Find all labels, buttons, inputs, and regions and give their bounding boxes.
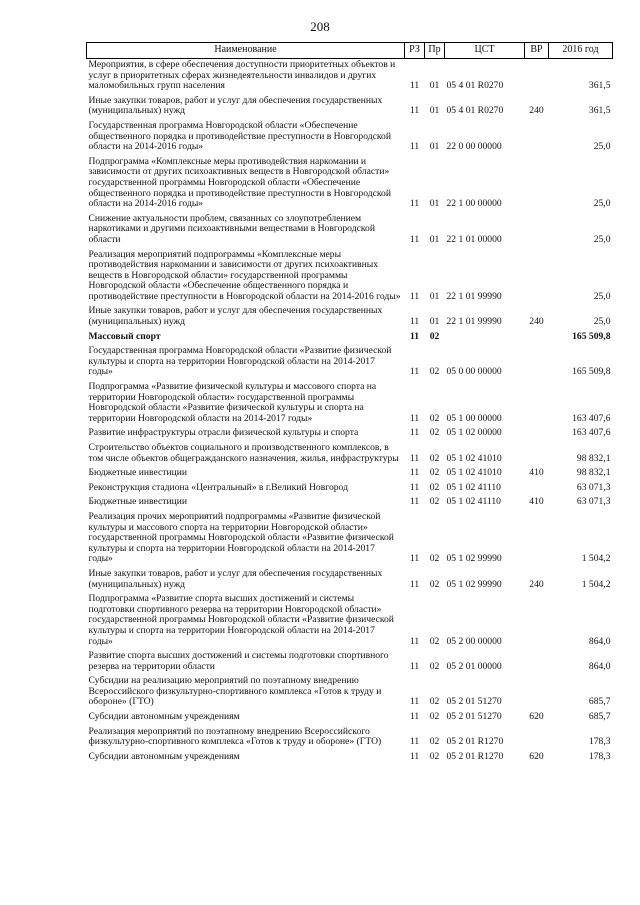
row-cst-cell: 05 2 00 00000 — [446, 635, 502, 647]
row-rz-cell: 11 — [409, 316, 420, 328]
row-pr-cell: 01 — [429, 290, 440, 302]
table-row — [87, 496, 613, 511]
header-name: Наименование — [87, 43, 405, 59]
row-name-cell: Мероприятия, в сфере обеспечения доступности приоритетных объектов и услуг в приоритетных сферах жизнедеятельности инвалидов и других маломобильных групп населения — [88, 59, 396, 92]
header-cst: ЦСТ — [445, 43, 525, 59]
row-name-cell: Развитие спорта высших достижений и системы подготовки спортивного резерва на территории области — [88, 650, 389, 672]
row-cst-cell: 05 1 02 41010 — [446, 452, 502, 464]
row-cst-cell: 05 2 01 R1270 — [446, 736, 504, 748]
row-cst-cell: 22 1 01 99990 — [446, 316, 502, 328]
row-vr-cell — [525, 345, 549, 381]
row-cst-cell: 05 2 01 R1270 — [446, 750, 504, 762]
row-pr-cell: 01 — [429, 316, 440, 328]
row-vr-cell — [525, 213, 549, 249]
row-amount-cell: 685,7 — [588, 711, 611, 723]
row-amount-cell: 1 504,2 — [581, 553, 611, 565]
table-row — [87, 442, 613, 467]
row-vr-cell — [525, 675, 549, 711]
row-rz-cell: 11 — [409, 80, 420, 92]
row-vr-cell — [525, 650, 549, 675]
row-cst-cell: 05 4 01 R0270 — [446, 105, 504, 117]
row-pr-cell: 01 — [429, 233, 440, 245]
row-cst-cell: 22 1 01 00000 — [446, 233, 502, 245]
row-pr-cell: 01 — [429, 198, 440, 210]
table-row — [87, 675, 613, 711]
row-rz-cell: 11 — [409, 736, 420, 748]
row-amount-cell: 98 832,1 — [576, 452, 611, 464]
table-row — [87, 305, 613, 330]
row-amount-cell: 178,3 — [588, 750, 611, 762]
row-cst-cell: 05 2 01 00000 — [446, 660, 502, 672]
row-cst-cell: 05 1 02 41110 — [446, 481, 501, 493]
row-cst-cell: 05 1 02 99990 — [446, 553, 502, 565]
row-name-cell: Иные закупки товаров, работ и услуг для обеспечения государственных (муниципальных) нужд — [88, 94, 383, 117]
table-header-row — [87, 43, 613, 59]
row-name-cell: Государственная программа Новгородской области «Обеспечение общественного порядка и противодействие преступности в Новгородской области на 2014-2016 годы» — [88, 119, 391, 153]
row-pr-cell: 02 — [429, 496, 440, 508]
header-pr: Пр — [425, 43, 445, 59]
row-pr-cell: 01 — [429, 80, 440, 92]
row-amount-cell: 25,0 — [593, 316, 611, 328]
row-pr-cell: 02 — [429, 750, 440, 762]
row-name-cell: Субсидии автономным учреждениям — [88, 750, 240, 762]
row-amount-cell: 25,0 — [593, 233, 611, 245]
row-rz-cell: 11 — [409, 496, 420, 508]
row-amount-cell: 25,0 — [593, 290, 611, 302]
row-vr-cell: 240 — [529, 105, 544, 117]
row-pr-cell: 02 — [429, 330, 440, 342]
row-rz-cell: 11 — [409, 105, 420, 117]
row-rz-cell: 11 — [409, 467, 420, 479]
row-rz-cell: 11 — [409, 660, 420, 672]
row-amount-cell: 98 832,1 — [576, 467, 611, 479]
row-vr-cell — [525, 331, 549, 346]
row-rz-cell: 11 — [409, 427, 420, 439]
row-pr-cell: 02 — [429, 481, 440, 493]
row-name-cell: Бюджетные инвестиции — [88, 467, 187, 479]
row-name-cell: Реализация прочих мероприятий подпрограммы «Развитие физической культуры и массового спорта на территории Новгородской области» государственной программы Новгородской области «Развитие физической культуры и спорта на территории Новгородской области на 2014-2017 годы» — [88, 510, 394, 565]
row-vr-cell — [525, 482, 549, 497]
row-name-cell: Подпрограмма «Развитие физической культуры и массового спорта на территории Новгородской области» государственной программы Новгородской области «Развитие физической культуры и спорта на территории Новгородской области на 2014-2017 годы» — [88, 381, 377, 424]
row-rz-cell: 11 — [409, 553, 420, 565]
row-vr-cell — [525, 726, 549, 751]
row-rz-cell: 11 — [409, 481, 420, 493]
table-row — [87, 381, 613, 427]
row-cst-cell: 05 1 02 41010 — [446, 467, 502, 479]
row-cst-cell: 05 1 02 99990 — [446, 578, 502, 590]
row-rz-cell: 11 — [409, 233, 420, 245]
header-rz: РЗ — [405, 43, 425, 59]
row-pr-cell: 02 — [429, 452, 440, 464]
row-vr-cell — [525, 593, 549, 650]
row-vr-cell: 410 — [529, 496, 544, 508]
row-amount-cell: 165 509,8 — [572, 366, 611, 378]
row-pr-cell: 02 — [429, 366, 440, 378]
row-vr-cell: 240 — [529, 316, 544, 328]
row-name-cell: Бюджетные инвестиции — [88, 496, 187, 508]
row-vr-cell: 410 — [529, 467, 544, 479]
row-amount-cell: 361,5 — [588, 80, 611, 92]
budget-table — [86, 42, 613, 765]
row-rz-cell: 11 — [409, 711, 420, 723]
row-name-cell: Строительство объектов социального и производственного комплексов, в том числе объектов общегражданского назначения, жилья, инфраструктуры — [88, 442, 399, 464]
row-name-cell: Иные закупки товаров, работ и услуг для обеспечения государственных (муниципальных) нужд — [88, 305, 383, 328]
header-vr: ВР — [525, 43, 549, 59]
row-cst-cell: 22 1 00 00000 — [446, 198, 502, 210]
row-rz-cell: 11 — [409, 412, 420, 424]
table-row — [87, 650, 613, 675]
row-rz-cell: 11 — [409, 141, 420, 153]
row-name-cell: Снижение актуальности проблем, связанных со злоупотреблением наркотиками и другими психоактивными веществами в Новгородской области — [88, 212, 375, 245]
table-row — [87, 120, 613, 156]
row-rz-cell: 11 — [409, 290, 420, 302]
row-pr-cell: 02 — [429, 467, 440, 479]
row-vr-cell: 620 — [529, 750, 544, 762]
row-pr-cell: 02 — [429, 635, 440, 647]
row-pr-cell: 02 — [429, 660, 440, 672]
row-name-cell: Реконструкция стадиона «Центральный» в г.Великий Новгород — [88, 481, 348, 493]
row-amount-cell: 25,0 — [593, 141, 611, 153]
row-amount-cell: 63 071,3 — [576, 496, 611, 508]
row-pr-cell: 02 — [429, 578, 440, 590]
row-pr-cell: 02 — [429, 696, 440, 708]
row-cst-cell: 05 2 01 51270 — [446, 711, 502, 723]
table-row — [87, 95, 613, 120]
row-rz-cell: 11 — [409, 330, 420, 342]
row-vr-cell: 620 — [529, 711, 544, 723]
row-pr-cell: 02 — [429, 736, 440, 748]
row-pr-cell: 02 — [429, 711, 440, 723]
table-row — [87, 711, 613, 726]
row-amount-cell: 25,0 — [593, 198, 611, 210]
row-amount-cell: 63 071,3 — [576, 481, 611, 493]
row-cst-cell: 05 1 02 00000 — [446, 427, 502, 439]
row-amount-cell: 361,5 — [588, 105, 611, 117]
row-pr-cell: 02 — [429, 412, 440, 424]
row-name-cell: Подпрограмма «Развитие спорта высших достижений и системы подготовки спортивного резерва на территории Новгородской области» государственной программы Новгородской области «Развитие физической культуры и спорта на территории Новгородской области на 2014-2017 годы» — [88, 593, 394, 647]
row-cst-cell: 05 0 00 00000 — [446, 366, 502, 378]
row-name-cell: Государственная программа Новгородской области «Развитие физической культуры и спорта на территории Новгородской области на 2014-2017 годы» — [88, 345, 392, 378]
table-row — [87, 345, 613, 381]
row-cst-cell — [445, 331, 525, 346]
row-vr-cell — [525, 156, 549, 213]
table-row — [87, 467, 613, 482]
row-cst-cell: 22 0 00 00000 — [446, 141, 502, 153]
row-cst-cell: 22 1 01 99990 — [446, 290, 502, 302]
row-amount-cell: 864,0 — [588, 660, 611, 672]
row-name-cell: Субсидии автономным учреждениям — [88, 711, 240, 723]
table-row — [87, 751, 613, 766]
row-pr-cell: 01 — [429, 105, 440, 117]
table-row — [87, 482, 613, 497]
table-row — [87, 213, 613, 249]
table-row — [87, 593, 613, 650]
header-year: 2016 год — [549, 43, 613, 59]
table-row — [87, 511, 613, 568]
row-cst-cell: 05 1 02 41110 — [446, 496, 501, 508]
row-rz-cell: 11 — [409, 366, 420, 378]
row-amount-cell: 165 509,8 — [572, 330, 611, 342]
row-cst-cell: 05 1 00 00000 — [446, 412, 502, 424]
row-rz-cell: 11 — [409, 635, 420, 647]
table-row — [87, 568, 613, 593]
row-amount-cell: 163 407,6 — [572, 412, 611, 424]
row-name-cell: Массовый спорт — [88, 330, 161, 342]
row-vr-cell — [525, 427, 549, 442]
row-vr-cell — [525, 381, 549, 427]
row-vr-cell: 240 — [529, 578, 544, 590]
row-name-cell: Подпрограмма «Комплексные меры противодействия наркомании и зависимости от других психоактивных веществ в Новгородской области» государственной программы Новгородской области «Обеспечение общественного порядка и противодействие преступности в Новгородской области на 2014-2016 годы» — [88, 155, 391, 210]
row-rz-cell: 11 — [409, 750, 420, 762]
row-amount-cell: 864,0 — [588, 635, 611, 647]
row-amount-cell: 178,3 — [588, 736, 611, 748]
table-row — [87, 249, 613, 306]
row-rz-cell: 11 — [409, 452, 420, 464]
row-amount-cell: 163 407,6 — [572, 427, 611, 439]
row-name-cell: Иные закупки товаров, работ и услуг для обеспечения государственных (муниципальных) нужд — [88, 567, 383, 590]
row-pr-cell: 01 — [429, 141, 440, 153]
row-rz-cell: 11 — [409, 696, 420, 708]
row-rz-cell: 11 — [409, 198, 420, 210]
row-name-cell: Развитие инфраструктуры отрасли физической культуры и спорта — [88, 427, 359, 439]
row-cst-cell: 05 2 01 51270 — [446, 696, 502, 708]
table-row — [87, 59, 613, 95]
page-number: 208 — [310, 19, 330, 34]
table-row — [87, 156, 613, 213]
row-vr-cell — [525, 59, 549, 95]
row-name-cell: Субсидии на реализацию мероприятий по поэтапному внедрению Всероссийского физкультурно-спортивного комплекса «Готов к труду и обороне» (ГТО) — [88, 675, 382, 708]
table-row — [87, 331, 613, 346]
row-cst-cell: 05 4 01 R0270 — [446, 80, 504, 92]
table-row — [87, 726, 613, 751]
row-vr-cell — [525, 249, 549, 306]
row-pr-cell: 02 — [429, 427, 440, 439]
row-rz-cell: 11 — [409, 578, 420, 590]
row-amount-cell: 1 504,2 — [581, 578, 611, 590]
row-pr-cell: 02 — [429, 553, 440, 565]
table-row — [87, 427, 613, 442]
row-name-cell: Реализация мероприятий подпрограммы «Комплексные меры противодействия наркомании и зависимости от других психоактивных веществ в Новгородской области» государственной программы Новгородской области «Обеспечение общественного порядка и противодействие преступности в Новгородской области на 2014-2016 годы» — [88, 248, 401, 302]
row-amount-cell: 685,7 — [588, 696, 611, 708]
row-vr-cell — [525, 511, 549, 568]
row-vr-cell — [525, 442, 549, 467]
row-name-cell: Реализация мероприятий по поэтапному внедрению Всероссийского физкультурно-спортивного комплекса «Готов к труду и обороне» (ГТО) — [88, 725, 382, 748]
row-vr-cell — [525, 120, 549, 156]
